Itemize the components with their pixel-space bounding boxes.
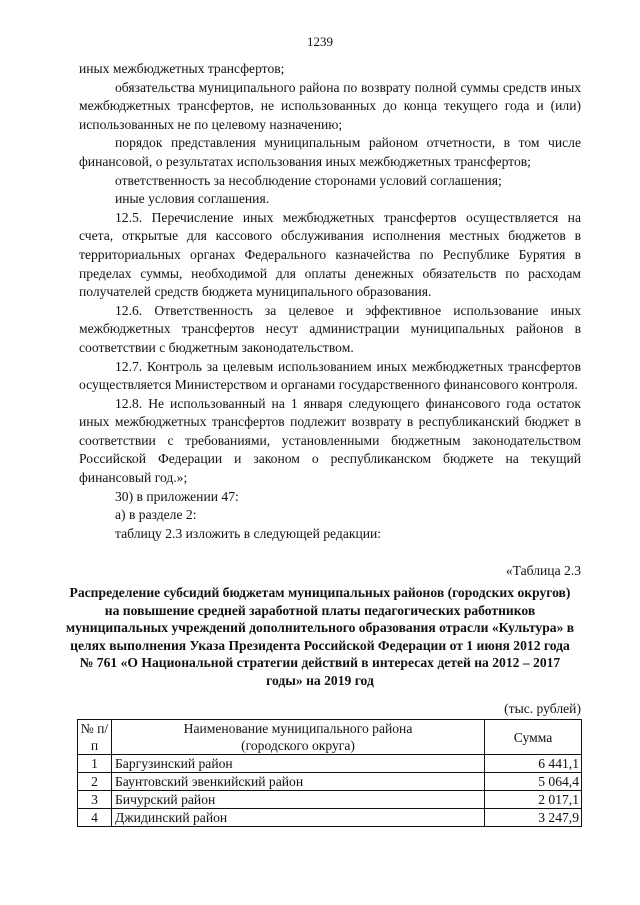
- page-number: 1239: [307, 34, 333, 49]
- paragraph: иные условия соглашения.: [115, 191, 270, 207]
- paragraph: 12.7. Контроль за целевым использованием иных межбюджетных трансфертов осуществляется Министерством и органами государственного финансового контроля.: [79, 358, 581, 393]
- units-label: (тыс. рублей): [504, 701, 581, 716]
- row-name-cell: Бичурский район: [112, 791, 485, 809]
- paragraph: 30) в приложении 47:: [115, 488, 239, 504]
- table-row: [78, 773, 582, 791]
- row-sum-cell: 6 441,1: [485, 755, 582, 773]
- header-sum: Сумма: [485, 720, 582, 755]
- paragraph: 12.5. Перечисление иных межбюджетных трансфертов осуществляется на счета, открытые для кассового обслуживания исполнения местных бюджетов в территориальных органах Федерального казначейства по Республике Бурятия в пределах суммы, необходимой для оплаты денежных обязательств по расходам получателей средств бюджета муниципального образования.: [79, 209, 581, 300]
- paragraph: а) в разделе 2:: [115, 507, 197, 523]
- paragraph: таблицу 2.3 изложить в следующей редакции:: [115, 525, 382, 541]
- body-text: [79, 60, 581, 543]
- header-num: № п/п: [78, 720, 112, 755]
- paragraph: порядок представления муниципальным районом отчетности, в том числе финансовой, о результатах использования иных межбюджетных трансфертов;: [79, 135, 581, 169]
- table-label: «Таблица 2.3: [505, 563, 581, 578]
- paragraph: обязательства муниципального района по возврату полной суммы средств иных межбюджетных трансфертов, не использованных до конца текущего года и (или) использованных не по целевому назначению;: [79, 79, 581, 132]
- subsidy-table: [77, 719, 582, 827]
- row-sum-cell: 2 017,1: [485, 791, 582, 809]
- row-num-cell: 4: [78, 809, 112, 827]
- row-name-cell: Джидинский район: [112, 809, 485, 827]
- row-name-cell: Баунтовский эвенкийский район: [112, 773, 485, 791]
- header-name-line2: (городского округа): [241, 738, 355, 753]
- header-name: [112, 720, 485, 755]
- table-row: [78, 809, 582, 827]
- table-title: Распределение субсидий бюджетам муниципальных районов (городских округов) на повышение средней заработной платы педагогических работников муниципальных учреждений дополнительного образования отрасли «Культура» в целях выполнения Указа Президента Российской Федерации от 1 июня 2012 года № 761 «О Национальной стратегии действий в интересах детей на 2012 – 2017 годы» на 2019 год: [65, 585, 575, 688]
- table-header-row: [78, 720, 582, 755]
- row-name-cell: Баргузинский район: [112, 755, 485, 773]
- header-name-line1: Наименование муниципального района: [183, 721, 413, 736]
- paragraph: 12.6. Ответственность за целевое и эффективное использование иных межбюджетных трансфертов несут администрации муниципальных районов в соответствии с бюджетным законодательством.: [79, 302, 581, 355]
- table-body: [78, 755, 582, 827]
- paragraph: иных межбюджетных трансфертов;: [79, 61, 285, 76]
- table-row: [78, 791, 582, 809]
- row-num-cell: 1: [78, 755, 112, 773]
- row-num-cell: 2: [78, 773, 112, 791]
- table-row: [78, 755, 582, 773]
- row-sum-cell: 5 064,4: [485, 773, 582, 791]
- row-sum-cell: 3 247,9: [485, 809, 582, 827]
- paragraph: 12.8. Не использованный на 1 января следующего финансового года остаток иных межбюджетных трансфертов подлежит возврату в республиканский бюджет в соответствии с требованиями, установленными бюджетным законодательством Российской Федерации и законом о республиканском бюджете на текущий финансовый год.»;: [79, 395, 581, 486]
- row-num-cell: 3: [78, 791, 112, 809]
- paragraph: ответственность за несоблюдение сторонами условий соглашения;: [115, 172, 502, 188]
